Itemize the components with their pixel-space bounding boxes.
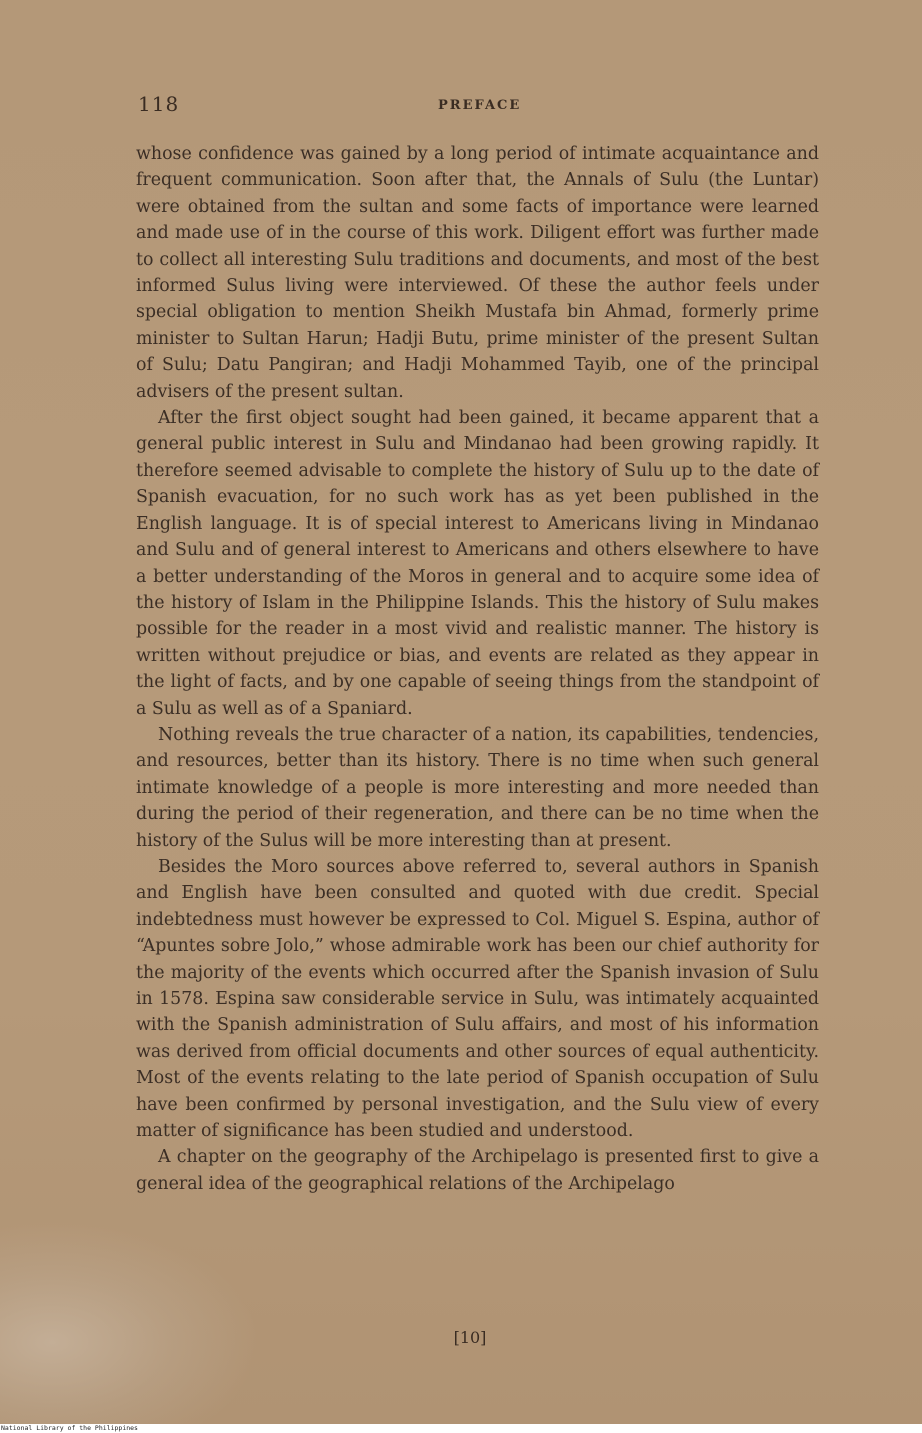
paragraph: Besides the Moro sources above referred to, several authors in Spanish and English have been consulted and quoted with due credit. Special indebtedness must however be expressed to Col. Miguel S. Espina, author of “Apuntes sobre Jolo,” whose admirable work has been our chief authority for the majority of the events which occurred after the Spanish invasion of Sulu in 1578. Espina saw considerable service in Sulu, was intimately acquainted with the Spanish administration of Sulu affairs, and most of his information was derived from official documents and other sources of equal authenticity. Most of the events relating to the late period of Spanish occupation of Sulu have been confirmed by personal investigation, and the Sulu view of every matter of significance has been studied and understood. [136,856,819,1142]
paragraph: A chapter on the geography of the Archipelago is presented first to give a general idea of the geographical relations of the Archipelago [136,1147,819,1194]
library-credit: National Library of the Philippines [1,1424,138,1432]
body-text [136,141,819,1197]
running-head: PREFACE [438,98,522,113]
paragraph: After the first object sought had been gained, it became apparent that a general public interest in Sulu and Mindanao had been growing rapidly. It therefore seemed advisable to complete the history of Sulu up to the date of Spanish evacuation, for no such work has as yet been published in the English language. It is of special interest to Americans living in Mindanao and Sulu and of general interest to Americans and others elsewhere to have a better understanding of the Moros in general and to acquire some idea of the history of Islam in the Philippine Islands. This the history of Sulu makes possible for the reader in a most vivid and realistic manner. The history is written without prejudice or bias, and events are related as they appear in the light of facts, and by one capable of seeing things from the standpoint of a Sulu as well as of a Spaniard. [136,408,819,719]
paragraph: Nothing reveals the true character of a nation, its capabilities, tendencies, and resources, better than its history. There is no time when such general intimate knowledge of a people is more interesting and more needed than during the period of their regeneration, and there can be no time when the history of the Sulus will be more interesting than at present. [136,724,819,851]
page-header [138,92,818,122]
paragraph-continuation: whose confidence was gained by a long period of intimate acquaintance and frequent communication. Soon after that, the Annals of Sulu (the Luntar) were obtained from the sultan and some facts of importance were learned and made use of in the course of this work. Diligent effort was further made to collect all interesting Sulu traditions and documents, and most of the best informed Sulus living were interviewed. Of these the author feels under special obligation to mention Sheikh Mustafa bin Ahmad, formerly prime minister to Sultan Harun; Hadji Butu, prime minister of the present Sultan of Sulu; Datu Pangiran; and Hadji Mohammed Tayib, one of the principal advisers of the present sultan. [136,144,819,402]
paper-stain [0,1220,260,1424]
page-number: 118 [138,92,180,116]
credit-strip [0,1424,922,1433]
page-marker: [10] [453,1328,487,1347]
